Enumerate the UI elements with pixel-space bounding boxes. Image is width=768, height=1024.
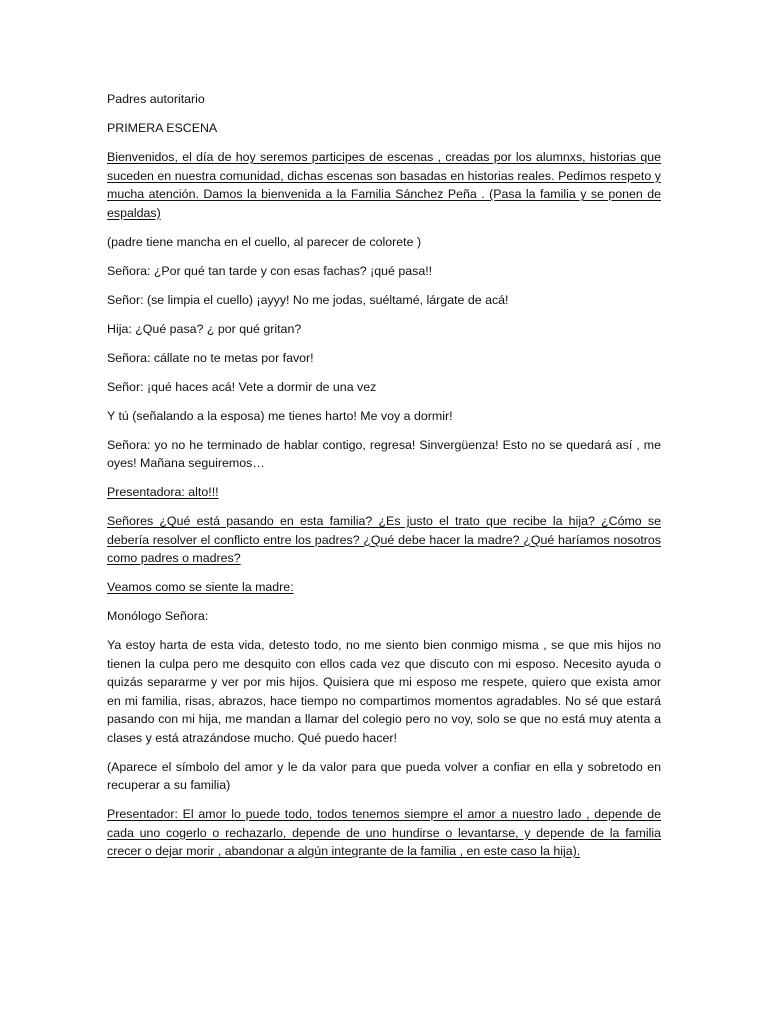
presenter-line: Veamos como se siente la madre: [107,580,294,594]
scene-heading: PRIMERA ESCENA [107,121,218,135]
monologue-heading: Monólogo Señora: [107,609,209,623]
stage-direction: (padre tiene mancha en el cuello, al parecer de colorete ) [107,234,422,249]
dialogue-line: Señor: ¡qué haces acá! Vete a dormir de una vez [107,379,377,394]
dialogue-line: Hija: ¿Qué pasa? ¿ por qué gritan? [107,321,302,336]
document-title: Padres autoritario [107,92,205,106]
presenter-questions: Señores ¿Qué está pasando en esta familia? ¿Es justo el trato que recibe la hija? ¿Cómo se debería resolver el conflicto entre los padres? ¿Qué debe hacer la madre? ¿Qué haríamos nosotros como padres o madres? [107,514,661,565]
presenter-closing: Presentador: El amor lo puede todo, todos tenemos siempre el amor a nuestro lado , depende de cada uno cogerlo o rechazarlo, depende de uno hundirse o levantarse, y depende de la familia crecer o dejar morir , abandonar a algún integrante de la familia , en este caso la hija). [107,807,661,858]
dialogue-line: Señora: ¿Por qué tan tarde y con esas fachas? ¡qué pasa!! [107,263,433,278]
dialogue-line: Señora: yo no he terminado de hablar contigo, regresa! Sinvergüenza! Esto no se quedará así , me oyes! Mañana seguiremos… [107,437,661,470]
dialogue-line: Señora: cállate no te metas por favor! [107,350,314,365]
presenter-line: Presentadora: alto!!! [107,485,219,499]
monologue-text: Ya estoy harta de esta vida, detesto todo, no me siento bien conmigo misma , se que mis hijos no tienen la culpa pero me desquito con ellos cada vez que discuto con mi esposo. Necesito ayuda o quizás separarme y ver por mis hijos. Quisiera que mi esposo me respete, quiero que exista amor en mi familia, risas, abrazos, hace tiempo no compartimos momentos agradables. No sé que estará pasando con mi hija, me mandan a llamar del colegio pero no voy, solo se que no está muy atenta a clases y está atrazándose mucho. Qué puedo hacer! [107,638,661,745]
welcome-paragraph: Bienvenidos, el día de hoy seremos participes de escenas , creadas por los alumnxs, historias que suceden en nuestra comunidad, dichas escenas son basadas en historias reales. Pedimos respeto y mucha atención. Damos la bienvenida a la Familia Sánchez Peña . (Pasa la familia y se ponen de espaldas) [107,150,661,220]
document-page [107,90,661,871]
dialogue-line: Señor: (se limpia el cuello) ¡ayyy! No me jodas, suéltamé, lárgate de acá! [107,292,509,307]
stage-direction: (Aparece el símbolo del amor y le da valor para que pueda volver a confiar en ella y sobretodo en recuperar a su familia) [107,759,661,792]
dialogue-line: Y tú (señalando a la esposa) me tienes harto! Me voy a dormir! [107,408,453,423]
